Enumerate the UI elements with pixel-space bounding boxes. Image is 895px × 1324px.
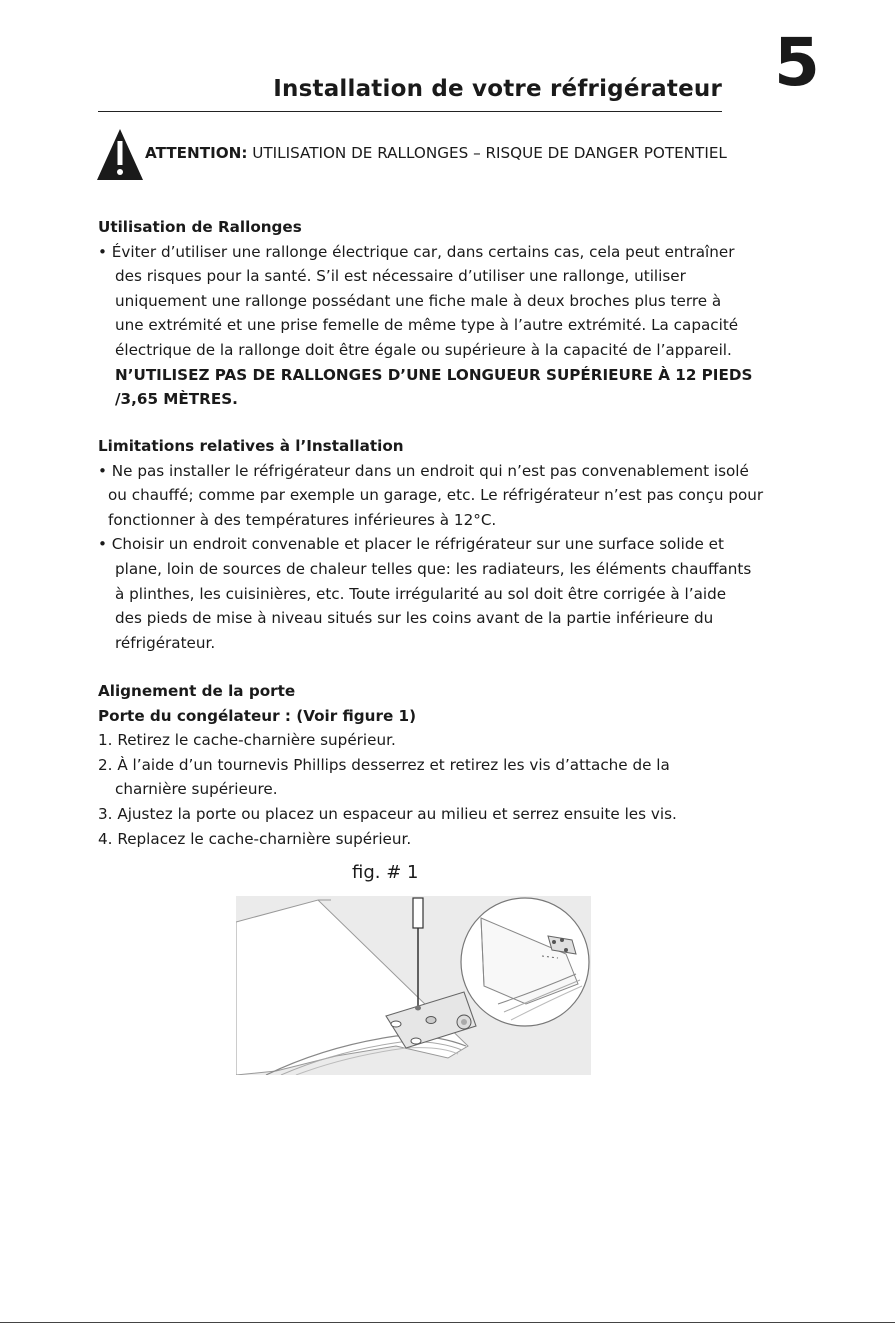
- paragraph-line: électrique de la rallonge doit être égale ou supérieure à la capacité de l’appareil.: [115, 340, 732, 359]
- section-extension-cords: [98, 215, 752, 412]
- paragraph-line: des pieds de mise à niveau situés sur les coins avant de la partie inférieure du: [115, 609, 714, 628]
- paragraph-line: plane, loin de sources de chaleur telles que: les radiateurs, les éléments chauffants: [115, 559, 752, 578]
- page-bottom-rule: [0, 1322, 895, 1323]
- section-subheading: Porte du congélateur : (Voir figure 1): [98, 706, 417, 725]
- paragraph-line: uniquement une rallonge possédant une fiche male à deux broches plus terre à: [115, 291, 722, 310]
- hinge-illustration: [236, 896, 591, 1075]
- paragraph-line: réfrigérateur.: [115, 633, 216, 652]
- paragraph-line: une extrémité et une prise femelle de même type à l’autre extrémité. La capacité: [115, 316, 739, 335]
- section-heading: Utilisation de Rallonges: [98, 218, 302, 236]
- section-installation-limits: [98, 434, 763, 655]
- step-line: 2. À l’aide d’un tournevis Phillips desserrez et retirez les vis d’attache de la: [98, 755, 670, 774]
- warning-message: UTILISATION DE RALLONGES – RISQUE DE DANGER POTENTIEL: [247, 144, 727, 162]
- paragraph-line: • Ne pas installer le réfrigérateur dans un endroit qui n’est pas convenablement isolé: [98, 461, 749, 480]
- warning-label: ATTENTION:: [145, 144, 248, 162]
- step-line: 4. Replacez le cache-charnière supérieur.: [98, 829, 412, 848]
- title-underline: [98, 111, 722, 112]
- section-door-alignment: [98, 679, 677, 851]
- step-line: charnière supérieure.: [115, 780, 278, 799]
- paragraph-line: /3,65 MÈTRES.: [115, 390, 238, 409]
- figure-label: fig. # 1: [352, 862, 419, 883]
- paragraph-line: à plinthes, les cuisinières, etc. Toute irrégularité au sol doit être corrigée à l’aide: [115, 584, 727, 603]
- paragraph-line: fonctionner à des températures inférieures à 12°C.: [108, 510, 497, 529]
- paragraph-line: ou chauffé; comme par exemple un garage, etc. Le réfrigérateur n’est pas conçu pour: [108, 486, 764, 505]
- section-heading: Limitations relatives à l’Installation: [98, 437, 404, 455]
- step-line: 1. Retirez le cache-charnière supérieur.: [98, 731, 396, 750]
- page-number: 5: [774, 24, 820, 101]
- paragraph-line: des risques pour la santé. S’il est nécessaire d’utiliser une rallonge, utiliser: [115, 267, 686, 286]
- warning-text: [145, 144, 727, 162]
- section-heading: Alignement de la porte: [98, 682, 296, 700]
- page-title: Installation de votre réfrigérateur: [273, 76, 722, 102]
- paragraph-line: • Éviter d’utiliser une rallonge électrique car, dans certains cas, cela peut entraîner: [98, 242, 735, 261]
- paragraph-line: • Choisir un endroit convenable et placer le réfrigérateur sur une surface solide et: [98, 535, 724, 554]
- step-line: 3. Ajustez la porte ou placez un espaceur au milieu et serrez ensuite les vis.: [98, 804, 677, 823]
- warning-triangle-icon: [97, 129, 143, 180]
- paragraph-line: N’UTILISEZ PAS DE RALLONGES D’UNE LONGUEUR SUPÉRIEURE À 12 PIEDS: [115, 365, 753, 384]
